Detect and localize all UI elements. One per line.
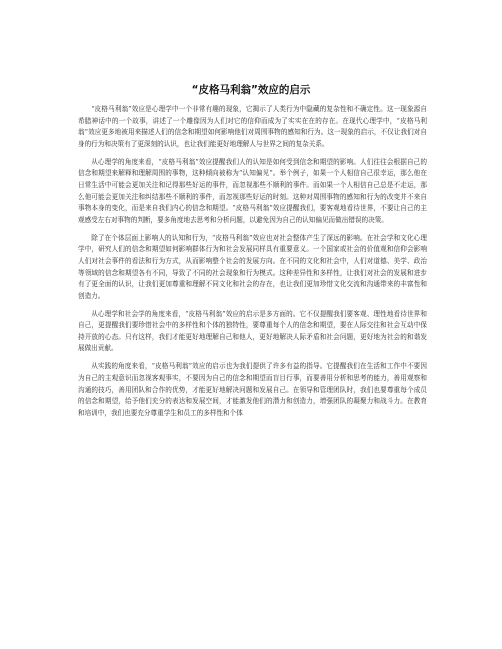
document-title: “皮格马利翁”效应的启示 <box>191 84 311 96</box>
paragraph-5: 从实践的角度来看，“皮格马利翁”效应的启示也为我们提供了许多有益的指导。它提醒我们在生活和工作中不要因为自己的主观意识而忽视客观事实，不要因为自己的信念和期望而盲目行事，而要善用分析和思考的能力，善用观察和沟通的技巧，善用团队和合作的优势，才能更好地解决问题和发展自己。在领导和管理团队时，我们也要尊重每个成员的信念和期望，给予他们充分的表达和发展空间，才能激发他们的潜力和创造力，增强团队的凝聚力和战斗力。在教育和培训中，我们也要充分尊重学生和员工的多样性和个体 <box>78 362 427 417</box>
paragraph-3: 除了在个体层面上影响人的认知和行为，“皮格马利翁”效应也对社会整体产生了深远的影响。在社会学和文化心理学中，研究人们的信念和期望如何影响群体行为和社会发展同样具有重要意义。一个国家或社会的价值观和信仰会影响人们对社会事件的看法和行为方式，从而影响整个社会的发展方向。在不同的文化和社会中，人们对道德、美学、政治等领域的信念和期望各有不同，导致了不同的社会现象和行为模式。这种差异性和多样性，让我们对社会的发展和进步有了更全面的认识，让我们更加尊重和理解不同文化和社会的存在，也让我们更加珍惜文化交流和沟通带来的丰富性和创造力。 <box>78 233 427 300</box>
paragraph-2: 从心理学的角度来看，“皮格马利翁”效应提醒我们人的认知是如何受到信念和期望的影响。人们往往会根据自己的信念和期望来解释和理解周围的事物，这种倾向被称为“认知偏见”。举个例子，如果一个人相信自己很幸运，那么他在日常生活中可能会更加关注和记得那些好运的事件，而忽视那些不顺利的事件。而如果一个人相信自己总是不走运，那么他可能会更加关注和纠结那些不顺利的事件，而忽视那些好运的时刻。这种对周围事物的感知和行为的改变并不来自事物本身的变化，而是来自我们内心的信念和期望。“皮格马利翁”效应提醒我们，要客观地看待世界，不要让自己的主观感受左右对事物的判断，要多角度地去思考和分析问题，以避免因为自己的认知偏见而做出错误的决策。 <box>78 157 427 224</box>
paragraph-4: 从心理学和社会学的角度来看，“皮格马利翁”效应的启示是多方面的。它不仅提醒我们要客观、理性地看待世界和自己，更提醒我们要珍惜社会中的多样性和个体的独特性，要尊重每个人的信念和期望，要在人际交往和社会互动中保持开放的心态。只有这样，我们才能更好地理解自己和他人，更好地解决人际矛盾和社会问题，更好地为社会的和谐发展做出贡献。 <box>78 309 427 353</box>
paragraph-1: “皮格马利翁”效应是心理学中一个非常有趣的现象，它揭示了人类行为中隐藏的复杂性和不确定性。这一现象源自希腊神话中的一个故事，讲述了一个雕像因为人们对它的信仰而成为了实实在在的存在。在现代心理学中，“皮格马利翁”效应更多地被用来描述人们的信念和期望如何影响他们对周围事物的感知和行为。这一现象的启示，不仅让我们对自身的行为和决策有了更深刻的认识，也让我们能更好地理解人与世界之间的复杂关系。 <box>78 105 427 148</box>
document-body <box>78 104 427 426</box>
